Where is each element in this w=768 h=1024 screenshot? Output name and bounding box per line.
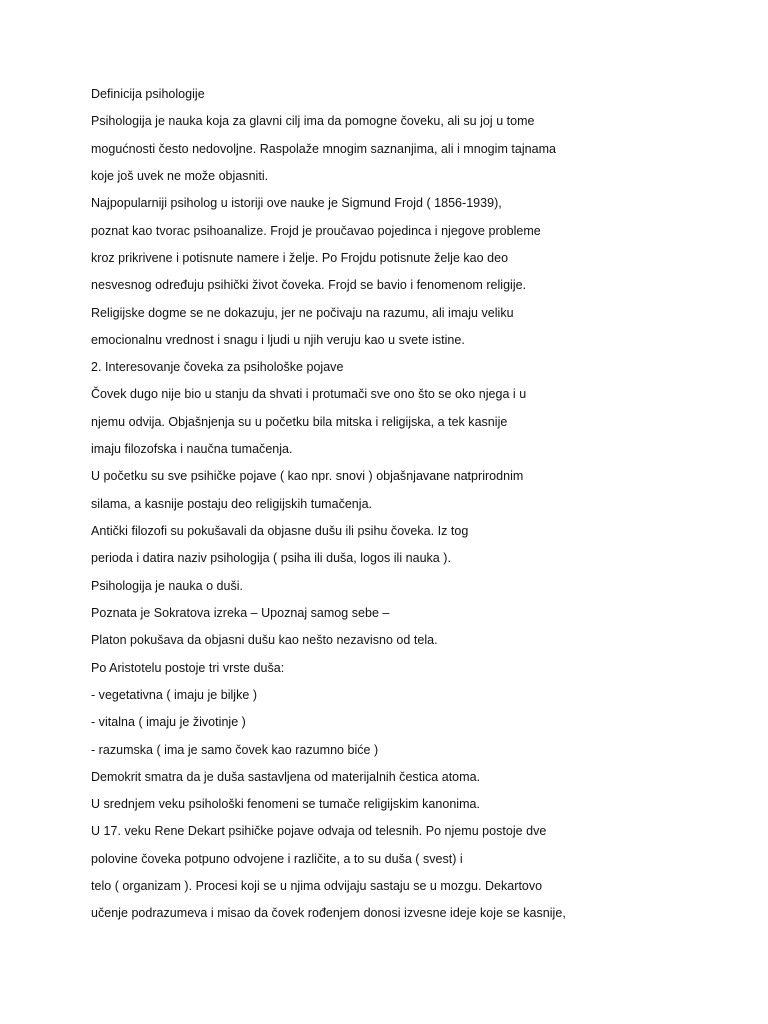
text-line: - vegetativna ( imaju je biljke ) (91, 687, 258, 702)
text-line: nesvesnog određuju psihički život čoveka. Frojd se bavio i fenomenom religije. (91, 278, 527, 293)
text-line: U početku su sve psihičke pojave ( kao npr. snovi ) objašnjavane natprirodnim (91, 469, 524, 484)
text-line: Po Aristotelu postoje tri vrste duša: (91, 660, 285, 675)
document-title: Definicija psihologije (91, 87, 205, 101)
text-line: kroz prikrivene i potisnute namere i želje. Po Frojdu potisnute želje kao deo (91, 250, 509, 265)
text-line: telo ( organizam ). Procesi koji se u njima odvijaju sastaju se u mozgu. Dekartovo (91, 879, 543, 894)
text-line: Antički filozofi su pokušavali da objasne dušu ili psihu čoveka. Iz tog (91, 524, 469, 538)
text-line: poznat kao tvorac psihoanalize. Frojd je proučavao pojedinca i njegove probleme (91, 223, 541, 238)
text-line: njemu odvija. Objašnjenja su u početku bila mitska i religijska, a tek kasnije (91, 414, 508, 429)
text-line: Psihologija je nauka koja za glavni cilj ima da pomogne čoveku, ali su joj u tome (91, 114, 535, 129)
text-line: U srednjem veku psihološki fenomeni se tumače religijskim kanonima. (91, 797, 481, 812)
text-line: perioda i datira naziv psihologija ( psiha ili duša, logos ili nauka ). (91, 551, 451, 566)
text-line: Najpopularniji psiholog u istoriji ove nauke je Sigmund Frojd ( 1856-1939), (91, 196, 502, 211)
text-line: polovine čoveka potpuno odvojene i različite, a to su duša ( svest) i (91, 851, 463, 866)
text-line: - razumska ( ima je samo čovek kao razumno biće ) (91, 742, 379, 757)
text-line: silama, a kasnije postaju deo religijskih tumačenja. (91, 496, 373, 511)
text-line: mogućnosti često nedovoljne. Raspolaže mnogim saznanjima, ali i mnogim tajnama (91, 141, 556, 156)
text-line: Religijske dogme se ne dokazuju, jer ne počivaju na razumu, ali imaju veliku (91, 305, 514, 320)
text-line: imaju filozofska i naučna tumačenja. (91, 442, 293, 457)
text-line: U 17. veku Rene Dekart psihičke pojave odvaja od telesnih. Po njemu postoje dve (91, 824, 547, 839)
text-line: Platon pokušava da objasni dušu kao nešto nezavisno od tela. (91, 633, 438, 648)
text-line: 2. Interesovanje čoveka za psihološke pojave (91, 360, 344, 375)
text-line: učenje podrazumeva i misao da čovek rođenjem donosi izvesne ideje koje se kasnije, (91, 906, 566, 921)
text-line: emocionalnu vrednost i snagu i ljudi u njih veruju kao u svete istine. (91, 332, 465, 347)
text-line: Demokrit smatra da je duša sastavljena od materijalnih čestica atoma. (91, 769, 481, 784)
text-line: Psihologija je nauka o duši. (91, 578, 244, 593)
text-line: - vitalna ( imaju je životinje ) (91, 715, 246, 730)
text-line: Poznata je Sokratova izreka – Upoznaj samog sebe – (91, 605, 390, 620)
text-line: Čovek dugo nije bio u stanju da shvati i protumači sve ono što se oko njega i u (91, 387, 527, 402)
text-line: koje još uvek ne može objasniti. (91, 168, 269, 183)
document-body (91, 84, 751, 931)
